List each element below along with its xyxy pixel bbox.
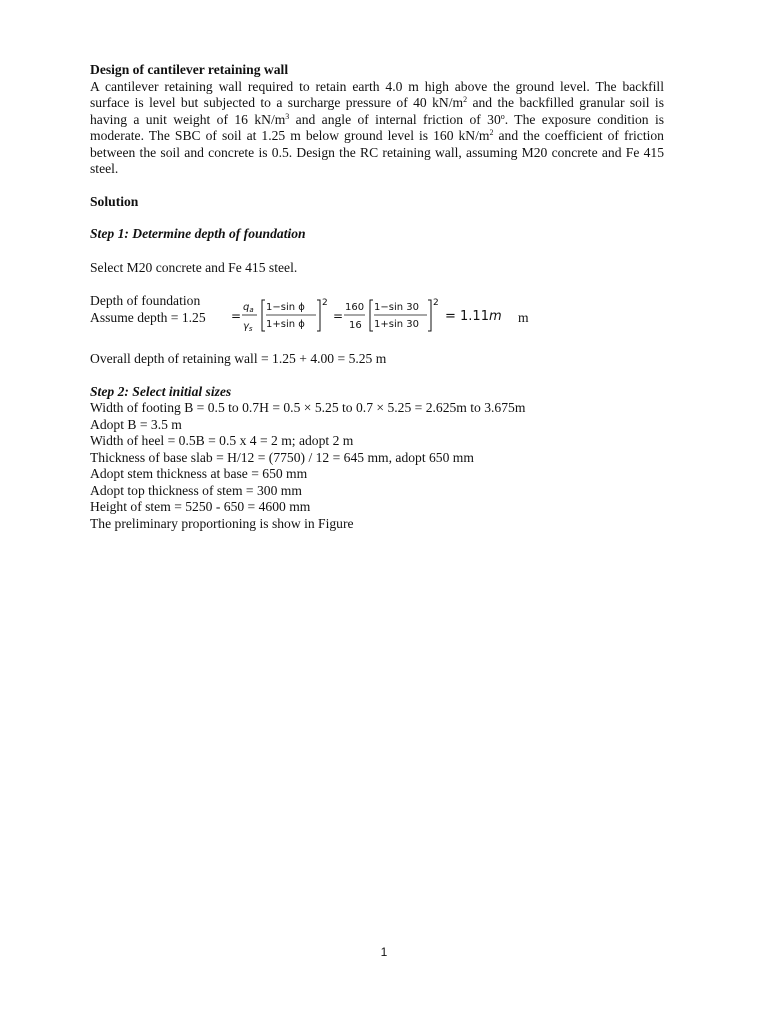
step2-line-3: Width of heel = 0.5B = 0.5 x 4 = 2 m; adopt 2 m xyxy=(90,433,354,448)
formula-den-val: 16 xyxy=(349,320,362,331)
step2-line-2: Adopt B = 3.5 m xyxy=(90,416,182,432)
formula-result: = 1.11m xyxy=(445,309,502,324)
formula-expr-num: 1−sin ϕ xyxy=(266,302,305,313)
problem-sup-2: 3 xyxy=(285,111,290,121)
problem-text-3: and angle of internal friction of 30 xyxy=(289,111,501,127)
page-number: 1 xyxy=(380,945,388,959)
formula-exp-1: 2 xyxy=(322,298,328,308)
formula-eq-2: = xyxy=(333,309,344,323)
depth-of-foundation-label: Depth of foundation xyxy=(90,293,201,308)
problem-text-2: and the backfilled granular soil is having a unit weight of 16 kN/m xyxy=(90,95,664,127)
overall-depth-line: Overall depth of retaining wall = 1.25 + 4.00 = 5.25 m xyxy=(90,351,387,366)
problem-statement xyxy=(90,79,664,178)
depth-unit: m xyxy=(518,310,529,325)
problem-sup-4: 2 xyxy=(489,128,494,137)
depth-formula-block xyxy=(90,293,664,335)
assume-depth-label: Assume depth = 1.25 xyxy=(90,310,206,325)
solution-heading: Solution xyxy=(90,193,139,209)
step2-line-5: Adopt stem thickness at base = 650 mm xyxy=(90,466,308,481)
formula-expr2-num: 1−sin 30 xyxy=(374,302,419,313)
problem-text-5: and the coefficient of friction between the soil and concrete is 0.5. Design the RC retaining wall, assuming M20 concrete and Fe 415 steel. xyxy=(90,128,664,176)
problem-text-1: A cantilever retaining wall required to retain earth 4.0 m high above the ground level. The backfill surface is level but subjected to a surcharge pressure of 40 kN/m xyxy=(90,78,664,110)
formula-exp-2: 2 xyxy=(433,298,439,308)
material-selection: Select M20 concrete and Fe 415 steel. xyxy=(90,259,298,275)
step2-line-4: Thickness of base slab = H/12 = (7750) / 12 = 645 mm, adopt 650 mm xyxy=(90,449,474,465)
step2-heading: Step 2: Select initial sizes xyxy=(90,383,232,399)
formula-num-val: 160 xyxy=(345,302,365,313)
step2-line-7: Height of stem = 5250 - 650 = 4600 mm xyxy=(90,499,311,514)
problem-sup-1: 2 xyxy=(463,95,468,104)
problem-sup-3: o xyxy=(500,111,505,121)
step2-line-1: Width of footing B = 0.5 to 0.7H = 0.5 × 5.25 to 0.7 × 5.25 = 2.625m to 3.675m xyxy=(90,400,526,415)
step2-line-8: The preliminary proportioning is show in Figure xyxy=(90,515,354,531)
formula-qa: $q_a$ xyxy=(243,302,254,314)
rankine-depth-formula xyxy=(231,296,531,336)
formula-eq-1: = xyxy=(231,309,242,323)
step1-heading: Step 1: Determine depth of foundation xyxy=(90,226,306,241)
step2-line-6: Adopt top thickness of stem = 300 mm xyxy=(90,482,302,498)
formula-gamma: $\gamma_s$ xyxy=(243,321,253,333)
document-body xyxy=(90,62,664,532)
document-title: Design of cantilever retaining wall xyxy=(90,62,289,77)
formula-expr2-den: 1+sin 30 xyxy=(374,319,419,330)
problem-text-4: . The exposure condition is moderate. The SBC of soil at 1.25 m below ground level is 160 kN/m xyxy=(90,111,665,143)
formula-expr-den: 1+sin ϕ xyxy=(266,319,305,330)
